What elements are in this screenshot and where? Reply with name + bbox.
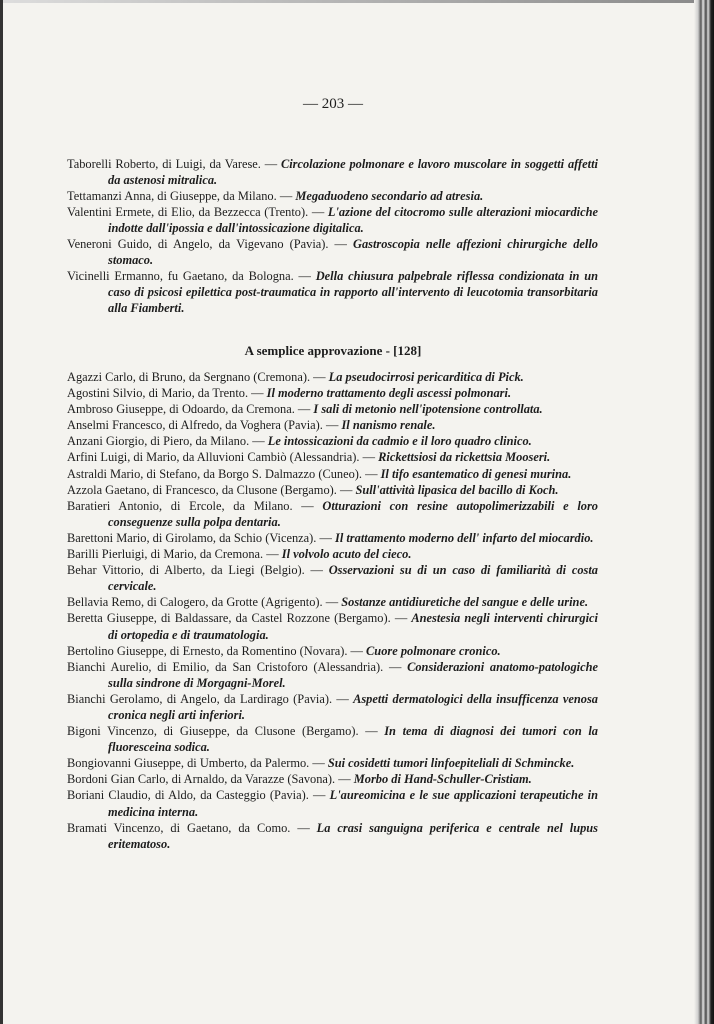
entry-title: Rickettsiosi da rickettsia Mooseri. — [378, 450, 551, 465]
entry-author: Barilli Pierluigi, di Mario, da Cremona. — — [67, 547, 282, 562]
list-entry — [67, 771, 598, 787]
list-entry — [67, 369, 598, 385]
entry-author: Anzani Giorgio, di Piero, da Milano. — — [67, 434, 268, 449]
entry-title: La crasi sanguigna periferica e centrale nel lupus eritematoso. — [108, 820, 598, 851]
section-heading: A semplice approvazione - [128] — [244, 343, 422, 358]
entry-author: Boriani Claudio, di Aldo, da Casteggio (Pavia). — — [67, 788, 330, 803]
entry-author: Agazzi Carlo, di Bruno, da Sergnano (Cremona). — — [67, 370, 329, 384]
thesis-list-top — [67, 156, 598, 316]
list-entry — [67, 268, 598, 316]
thesis-list-approved — [67, 369, 598, 852]
list-entry — [67, 498, 598, 530]
entry-title: Sull'attività lipasica del bacillo di Koch. — [355, 482, 559, 497]
page-number: — 203 — — [303, 96, 363, 112]
list-entry — [67, 691, 598, 723]
list-entry — [67, 417, 598, 433]
entry-author: Veneroni Guido, di Angelo, da Vigevano (Pavia). — — [67, 237, 353, 251]
entry-author: Bordoni Gian Carlo, di Arnaldo, da Varazze (Savona). — — [67, 772, 354, 787]
entry-author: Bramati Vincenzo, di Gaetano, da Como. — — [67, 820, 317, 835]
list-entry — [67, 204, 598, 236]
entry-title: La pseudocirrosi pericarditica di Pick. — [328, 370, 524, 384]
list-entry — [67, 530, 598, 546]
list-entry — [67, 594, 598, 610]
list-entry — [67, 546, 598, 562]
entry-title: Il moderno trattamento degli ascessi polmonari. — [266, 386, 512, 401]
entry-title: Sui cosidetti tumori linfoepiteliali di Schmincke. — [327, 756, 575, 771]
entry-title: Le intossicazioni da cadmio e il loro quadro clinico. — [267, 434, 532, 449]
list-entry — [67, 156, 598, 188]
entry-author: Bongiovanni Giuseppe, di Umberto, da Palermo. — — [67, 756, 328, 771]
list-entry — [67, 466, 598, 482]
entry-title: L'azione del citocromo sulle alterazioni miocardiche indotte dall'ipossia e dall'intossicazione digitalica. — [108, 205, 599, 235]
entry-author: Beretta Giuseppe, di Baldassare, da Castel Rozzone (Bergamo). — — [67, 611, 412, 626]
entry-title: Megaduodeno secondario ad atresia. — [295, 189, 484, 203]
entry-title: Anestesia negli interventi chirurgici di ortopedia e di traumatologia. — [108, 611, 598, 642]
entry-title: Morbo di Hand-Schuller-Cristiam. — [353, 772, 532, 787]
entry-author: Anselmi Francesco, di Alfredo, da Voghera (Pavia). — — [67, 418, 342, 433]
entry-author: Tettamanzi Anna, di Giuseppe, da Milano. — — [67, 189, 296, 203]
entry-author: Azzola Gaetano, di Francesco, da Clusone (Bergamo). — — [67, 482, 356, 497]
entry-author: Astraldi Mario, di Stefano, da Borgo S. Dalmazzo (Cuneo). — — [67, 466, 381, 481]
entry-author: Baratieri Antonio, di Ercole, da Milano. — — [67, 498, 323, 513]
entry-author: Vicinelli Ermanno, fu Gaetano, da Bologna. — — [67, 269, 316, 283]
list-entry — [67, 787, 598, 819]
entry-title: I sali di metonio nell'ipotensione controllata. — [313, 402, 543, 417]
entry-title: Cuore polmonare cronico. — [366, 643, 501, 658]
entry-title: Osservazioni su di un caso di familiarità di costa cervicale. — [108, 563, 598, 594]
entry-author: Agostini Silvio, di Mario, da Trento. — — [67, 386, 267, 401]
scan-top-edge — [0, 0, 714, 3]
list-entry — [67, 482, 598, 498]
entry-title: Sostanze antidiuretiche del sangue e delle urine. — [341, 595, 589, 610]
entry-title: Il tifo esantematico di genesi murina. — [380, 466, 572, 481]
entry-author: Bigoni Vincenzo, di Giuseppe, da Clusone (Bergamo). — — [67, 724, 385, 739]
entry-author: Barettoni Mario, di Girolamo, da Schio (Vicenza). — — [67, 530, 335, 545]
entry-title: Gastroscopia nelle affezioni chirurgiche dello stomaco. — [108, 237, 598, 267]
scan-binding-edge — [694, 0, 714, 1024]
entry-title: Circolazione polmonare e lavoro muscolare in soggetti affetti da astenosi mitralica. — [108, 157, 598, 187]
entry-author: Ambroso Giuseppe, di Odoardo, da Cremona. — — [67, 402, 314, 417]
list-entry — [67, 401, 598, 417]
entry-title: Aspetti dermatologici della insufficenza venosa cronica negli arti inferiori. — [108, 691, 598, 722]
list-entry — [67, 562, 598, 594]
list-entry — [67, 659, 598, 691]
list-entry — [67, 820, 598, 852]
list-entry — [67, 723, 598, 755]
entry-author: Taborelli Roberto, di Luigi, da Varese. — — [67, 157, 281, 171]
list-entry — [67, 433, 598, 449]
list-entry — [67, 385, 598, 401]
entry-title: Della chiusura palpebrale riflessa condizionata in un caso di psicosi epilettica post-traumatica in rapporto all'intervento di leucotomia transorbitaria alla Fiamberti. — [108, 269, 599, 315]
list-entry — [67, 610, 598, 642]
entry-author: Bianchi Gerolamo, di Angelo, da Lardirago (Pavia). — — [67, 691, 354, 706]
list-entry — [67, 755, 598, 771]
entry-author: Bertolino Giuseppe, di Ernesto, da Romentino (Novara). — — [67, 643, 367, 658]
entry-author: Valentini Ermete, di Elio, da Bezzecca (Trento). — — [67, 205, 328, 219]
list-entry — [67, 643, 598, 659]
entry-title: Il volvolo acuto del cieco. — [281, 547, 412, 562]
entry-author: Bellavia Remo, di Calogero, da Grotte (Agrigento). — — [67, 595, 342, 610]
entry-title: Otturazioni con resine autopolimerizzabili e loro conseguenze sulla polpa dentaria. — [108, 498, 598, 529]
entry-title: Considerazioni anatomo-patologiche sulla sindrone di Morgagni-Morel. — [108, 659, 598, 690]
entry-title: In tema di diagnosi dei tumori con la fluoresceina sodica. — [108, 724, 599, 755]
entry-title: Il trattamento moderno dell' infarto del miocardio. — [335, 530, 594, 545]
entry-title: Il nanismo renale. — [341, 418, 436, 433]
list-entry — [67, 449, 598, 465]
list-entry — [67, 188, 598, 204]
list-entry — [67, 236, 598, 268]
entry-author: Arfini Luigi, di Mario, da Alluvioni Cambiò (Alessandria). — — [67, 450, 379, 465]
entry-author: Behar Vittorio, di Alberto, da Liegi (Belgio). — — [67, 563, 329, 578]
scan-left-edge — [0, 0, 3, 1024]
entry-author: Bianchi Aurelio, di Emilio, da San Cristoforo (Alessandria). — — [67, 659, 408, 674]
entry-title: L'aureomicina e le sue applicazioni terapeutiche in medicina interna. — [108, 788, 598, 819]
